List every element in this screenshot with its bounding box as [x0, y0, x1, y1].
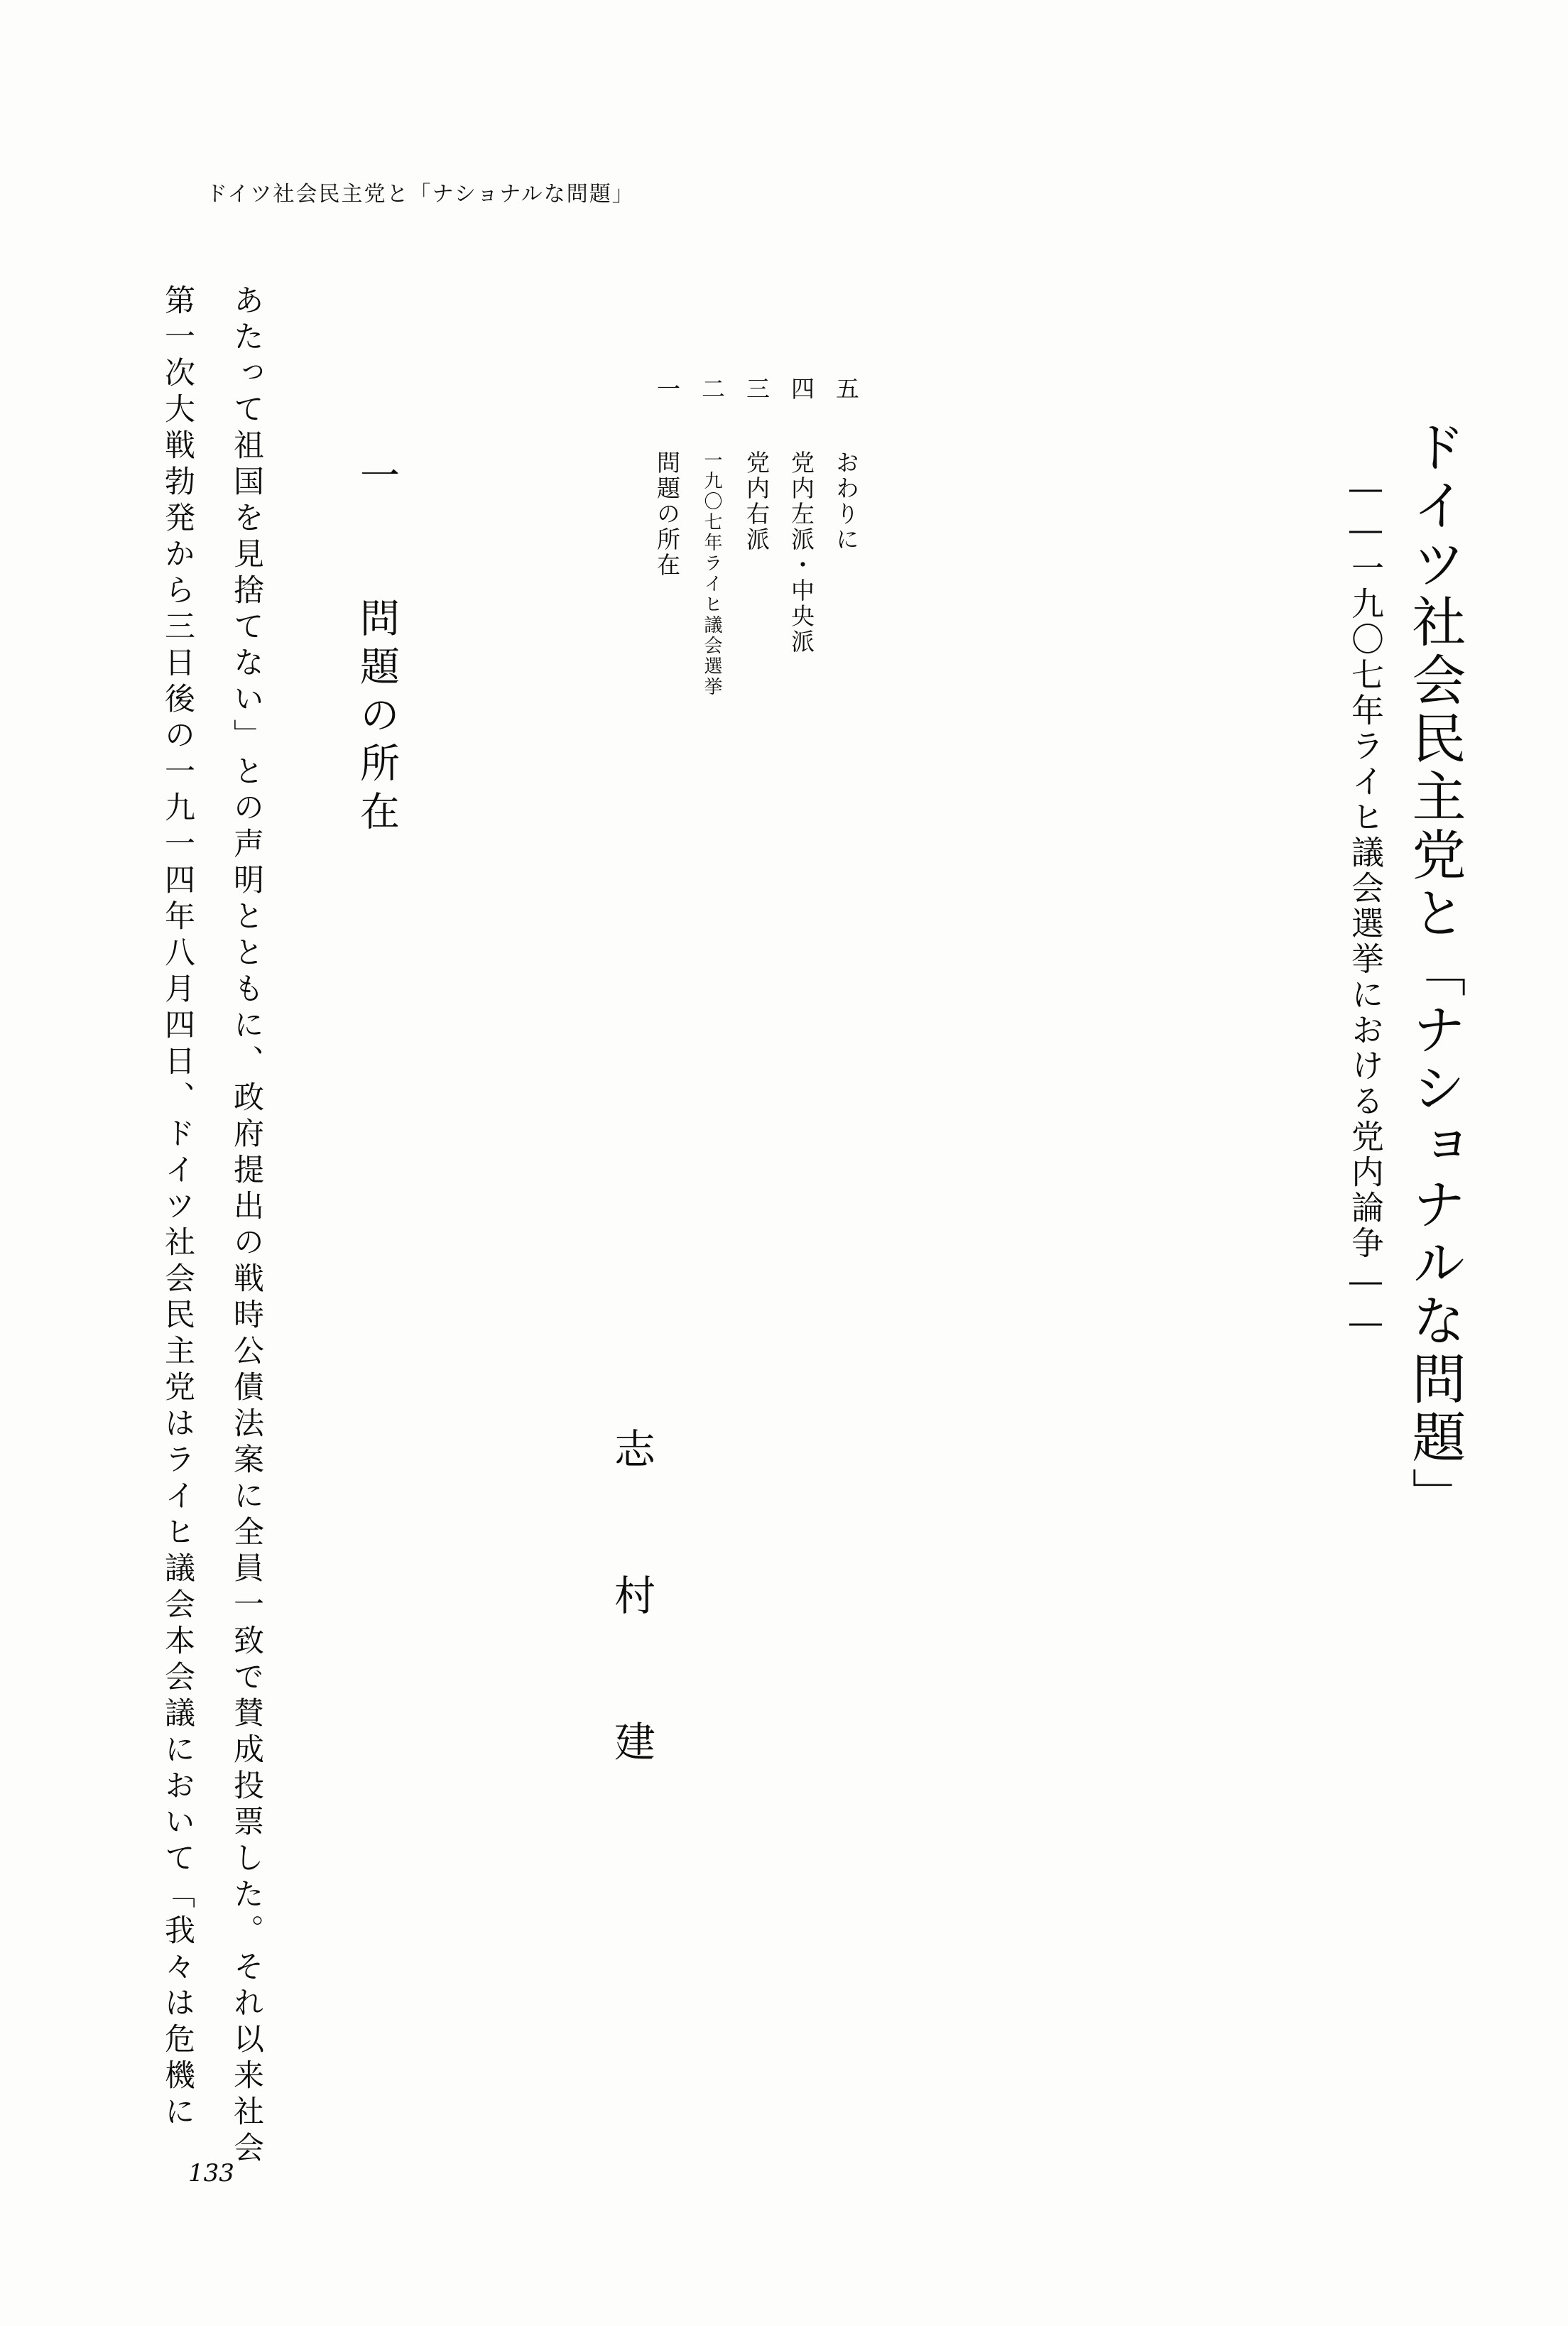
toc-entry-number: 一: [653, 376, 681, 402]
toc-entry-label: おわりに: [832, 450, 860, 553]
toc-entry: [834, 376, 858, 817]
page-title: ドイツ社会民主党と「ナショナルな問題」: [1403, 419, 1466, 1526]
toc-entry-number: 五: [832, 376, 860, 402]
author-name: 志 村 建: [607, 1428, 655, 1790]
section-number: 一: [354, 455, 400, 503]
running-head: ドイツ社会民主党と「ナショナルな問題」: [206, 182, 635, 207]
toc-entry: [743, 376, 771, 817]
body-line: あたって祖国を見捨てない」との声明とともに、政府提出の戦時公債法案に全員一致で賛成投票した。それ以来社会: [229, 284, 264, 2168]
toc-entry-label: 党内左派・中央派: [788, 450, 815, 655]
section-title: 問題の所在: [354, 597, 400, 839]
toc-entry-number: 四: [788, 376, 815, 402]
body-line: 第一次大戦勃発から三日後の一九一四年八月四日、ドイツ社会民主党はライヒ議会本会議において「我々は危機に: [160, 284, 195, 2131]
toc-entry-label: 問題の所在: [653, 450, 681, 578]
toc-entry: [790, 376, 813, 817]
section-heading: [354, 455, 400, 881]
page-number: 133: [188, 2159, 234, 2188]
toc-entry: [655, 376, 679, 817]
toc-entry-number: 三: [743, 376, 771, 402]
toc-entry-number: 二: [698, 376, 726, 402]
toc-entry: [700, 376, 724, 817]
toc-entry-label: 一九〇七年ライヒ議会選挙: [701, 450, 722, 697]
page-subtitle: ――一九〇七年ライヒ議会選挙における党内論争――: [1346, 469, 1385, 1344]
body-text: [124, 284, 264, 2168]
toc-entry-label: 党内右派: [743, 450, 771, 553]
table-of-contents: [634, 376, 858, 817]
